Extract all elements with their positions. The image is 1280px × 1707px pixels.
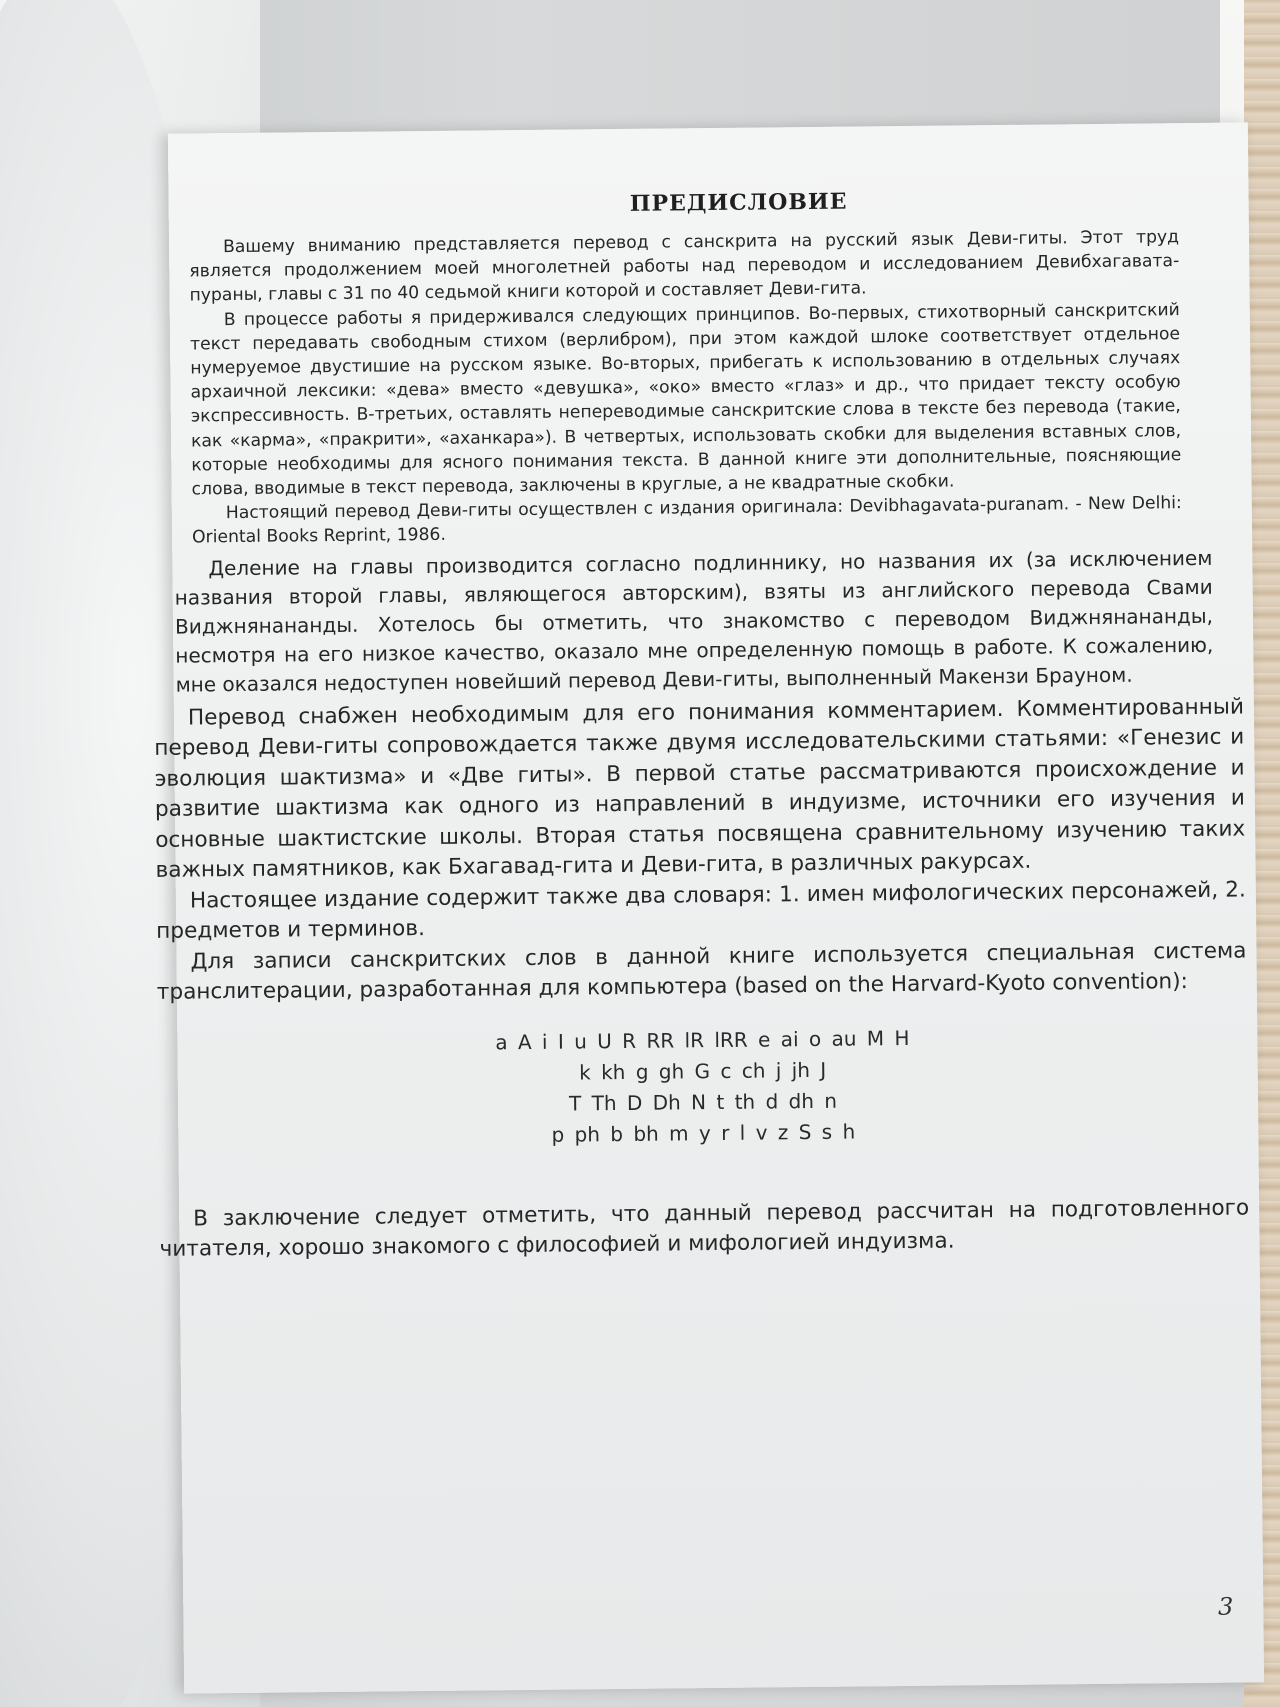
transliteration-row: a A i I u U R RR lR lRR e ai o au M H [495, 1025, 910, 1054]
transliteration-row: k kh g gh G c ch j jh J [579, 1057, 827, 1085]
page-number: 3 [1217, 1592, 1234, 1621]
page-content [154, 184, 1260, 1265]
preface-block-big [154, 692, 1260, 1265]
conclusion-paragraph: В заключение следует отметить, что данный перевод рассчитан на подготовленного читателя, хорошо знакомого с философией и мифологией индуизма. [159, 1195, 1250, 1262]
paragraph: Деление на главы производится согласно подлиннику, но названия их (за исключением названия второй главы, являющегося авторским), взяты из английского перевода Свами Виджнянананды. Хотелось бы отметить, что знакомство с переводом Виджнянананды, несмотря на его низкое качество, оказало мне определенную помощь в работе. К сожалению, мне оказался недоступен новейший перевод Деви-гиты, выполненный Макензи Брауном. [174, 545, 1214, 697]
page-title: ПРЕДИСЛОВИЕ [629, 188, 848, 217]
paragraph: Вашему вниманию представляется перевод с санскрита на русский язык Деви-гиты. Этот труд является продолжением моей многолетней работы над переводом и исследованием Девибхагавата-пураны, главы с 31 по 40 седьмой книги которой и составляет Деви-гита. [189, 227, 1180, 306]
paragraph: Для записи санскритских слов в данной книге используется специальная система транслитерации, разработанная для компьютера (based on the Harvard-Kyoto convention): [156, 938, 1247, 1005]
preface-block-mid [172, 543, 1253, 699]
paragraph: В процессе работы я придерживался следующих принципов. Во-первых, стихотворный санскритский текст передавать свободным стихом (верлибром), при этом каждой шлоке соответствует отдельное нумеруемое двустишие на русском языке. Во-вторых, прибегать к использованию в отдельных случаях архаичной лексики: «дева» вместо «девушка», «око» вместо «глаз» и др., что придает тексту особую экспрессивность. В-третьих, оставлять непереводимые санскритские слова в тексте без перевода (такие, как «карма», «пракрити», «аханкара»). В четвертых, использовать скобки для выделения вставных слов, которые необходимы для ясного понимания текста. В данной книге эти дополнительные, поясняющие слова, вводимые в текст перевода, заключены в круглые, а не квадратные скобки. [189, 299, 1182, 500]
transliteration-row: T Th D Dh N t th d dh n [568, 1088, 838, 1116]
transliteration-table [157, 1019, 1248, 1154]
paragraph: Настоящее издание содержит также два словаря: 1. имен мифологических персонажей, 2. предметов и терминов. [156, 877, 1246, 945]
preface-block-small [169, 224, 1252, 550]
transliteration-row: p ph b bh m y r l v z S s h [551, 1119, 856, 1147]
book-page [154, 122, 1264, 1693]
paragraph: Перевод снабжен необходимым для его понимания комментарием. Комментированный перевод Деви-гиты сопровождается также двумя исследовательскими статьями: «Генезис и эволюция шактизма» и «Две гиты». В первой статье рассматриваются происхождение и развитие шактизма как одного из направлений в индуизме, источники его изучения и основные шактистские школы. Вторая статья посвящена сравнительному изучению таких важных памятников, как Бхагавад-гита и Деви-гита, в различных ракурсах. [154, 694, 1246, 884]
paragraph: Настоящий перевод Деви-гиты осуществлен с издания оригинала: Devibhagavata-puranam. - New Delhi: Oriental Books Reprint, 1986. [191, 493, 1182, 548]
